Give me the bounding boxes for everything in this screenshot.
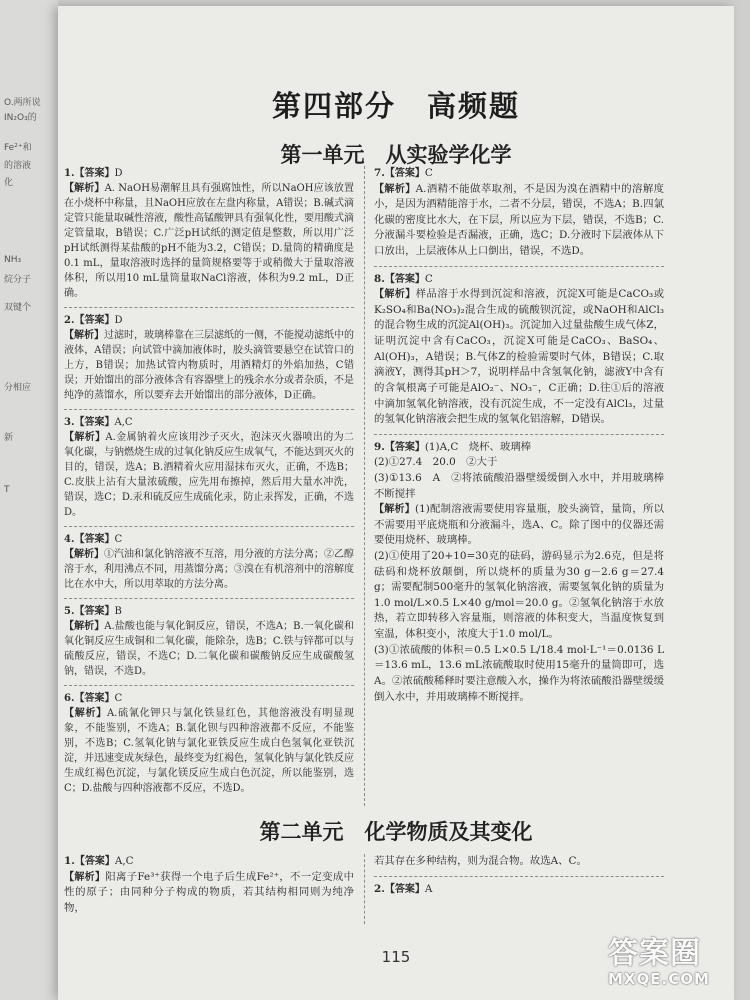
unit1-right-column — [374, 166, 664, 708]
analysis-label: 【解析】 — [64, 708, 108, 719]
question-number: 1. — [64, 855, 75, 867]
answer-text: (1)A,C 烧杯、玻璃棒 (2)①27.4 20.0 ②大于 (3)①13.6 A ②将浓硫酸沿器壁缓缓倒入水中，并用玻璃棒不断搅拌 — [374, 440, 664, 500]
edge-fragment: IN₂O₃的 — [4, 113, 37, 123]
answer-text: C — [114, 693, 123, 704]
answer-label: 【答案】 — [74, 856, 115, 867]
edge-fragment: 的溶液 — [4, 161, 32, 171]
answer-label: 【答案】 — [74, 417, 115, 428]
unit2-right-column — [374, 854, 664, 900]
analysis-text: A.金属钠着火应该用沙子灭火，泡沫灭火器喷出的为二氧化碳，与钠燃烧生成的过氧化钠反应生成氧气，不能达到灭火的目的，错误，选A；B.酒精着火应用湿抹布灭火，正确，不选B；C.皮肤上沾有大量浓硫酸，应先用布擦掉，然后用大量水冲洗，错误，选C；D.汞和硫反应生成硫化汞，防止汞挥发，正确，不选D。 — [64, 432, 354, 518]
answer-item — [374, 272, 664, 435]
answer-item — [64, 532, 354, 599]
answer-text: C — [424, 272, 433, 285]
analysis-text: A.硫氰化钾只与氯化铁显红色，其他溶液没有明显现象，不能鉴别，不选A；B.氯化钡与四种溶液都不反应，不能鉴别，不选B；C.氢氧化钠与氯化亚铁反应生成白色氢氧化亚铁沉淀，并迅速变成灰绿色，最终变为红褐色，氢氧化钠与氯化铁反应生成红褐色沉淀，与氯化镁反应生成白色沉淀，所以能鉴别，选C；D.盐酸与四种溶液都不反应，不选D。 — [64, 708, 354, 794]
answer-item — [64, 604, 354, 686]
answer-label: 【答案】 — [74, 168, 115, 179]
previous-page-edge — [0, 0, 58, 1000]
answer-item — [64, 854, 354, 916]
answer-label: 【答案】 — [74, 315, 115, 326]
answer-text: A,C — [114, 855, 134, 867]
unit-title-1: 第一单元 从实验学化学 — [280, 143, 512, 167]
answer-label: 【答案】 — [384, 273, 425, 285]
answer-label: 【答案】 — [384, 883, 425, 895]
unit-title-2: 第二单元 化学物质及其变化 — [259, 820, 533, 844]
question-number: 8. — [374, 272, 385, 285]
analysis-text: ①汽油和氯化钠溶液不互溶，用分液的方法分离；②乙醇溶于水，利用沸点不同，用蒸馏分离；③溴在有机溶剂中的溶解度比在水中大，所以用萃取的方法分离。 — [64, 549, 354, 590]
answer-text: D — [114, 315, 123, 326]
answer-item — [374, 166, 664, 267]
book-page — [58, 6, 734, 1000]
answer-label: 【答案】 — [384, 168, 425, 179]
analysis-label: 【解析】 — [64, 871, 106, 883]
edge-fragment: 化 — [4, 178, 14, 188]
question-number: 6. — [64, 693, 75, 704]
analysis-label: 【解析】 — [374, 504, 416, 516]
answer-item — [64, 313, 354, 410]
question-number: 4. — [64, 534, 75, 545]
answer-text: C — [424, 167, 433, 179]
analysis-text: 阳离子Fe³⁺获得一个电子后生成Fe²⁺，不一定变成中性的原子；由同种分子构成的物质，若其结构相同则为纯净物， — [64, 870, 354, 914]
analysis-label: 【解析】 — [64, 330, 104, 341]
question-number: 1. — [64, 168, 75, 179]
answer-text: A — [424, 882, 433, 895]
analysis-label: 【解析】 — [64, 621, 105, 632]
analysis-text: 过滤时，玻璃棒靠在三层滤纸的一侧，不能搅动滤纸中的液体，A错误；向试管中滴加液体时，胶头滴管要悬空在试管口的上方，B错误；加热试管内物质时，用酒精灯的外焰加热，C错误；开始馏出的部分液体含有容器壁上的残余水分或者杂质，不是纯净的蒸馏水，所以要弃去开始馏出的部分液体，D正确。 — [64, 330, 354, 401]
edge-fragment: O.两所说 — [4, 98, 41, 108]
unit2-left-column — [64, 854, 354, 919]
question-number: 5. — [64, 606, 75, 617]
watermark-logo — [608, 928, 738, 994]
answer-label: 【答案】 — [74, 534, 115, 545]
question-number: 2. — [64, 315, 75, 326]
analysis-text: A.酒精不能做萃取剂，不是因为溴在酒精中的溶解度小，是因为酒精能溶于水，二者不分层，错误，不选A；B.四氯化碳的密度比水大，在下层，所以应为下层，错误，不选B；C.分液漏斗要检验是否漏液，正确，选C；D.分液时下层液体从下口放出，上层液体从上口倒出，错误，不选D。 — [374, 182, 665, 258]
analysis-text: A.盐酸也能与氧化铜反应，错误，不选A；B.一氧化碳和氧化铜反应生成铜和二氧化碳，能除杂，选B；C.铁与锌都可以与硫酸反应，错误，不选C；D.二氧化碳和碳酸钠反应生成碳酸氢钠，错误，不选D。 — [64, 621, 355, 677]
watermark-cn: 答案圈 — [608, 936, 701, 971]
answer-item — [374, 440, 664, 705]
analysis-label: 【解析】 — [64, 183, 105, 194]
answer-item — [64, 415, 354, 527]
question-number: 3. — [64, 417, 75, 428]
answer-item — [374, 882, 664, 898]
edge-fragment: 烷分子 — [4, 275, 32, 285]
answer-text: A,C — [114, 417, 133, 428]
answer-text: C — [114, 534, 123, 545]
analysis-label: 【解析】 — [374, 183, 416, 195]
edge-fragment: T — [4, 485, 10, 495]
part-title: 第四部分 高频题 — [271, 89, 520, 123]
watermark-en: MXQE.COM — [608, 970, 710, 988]
analysis-text: 若其存在多种结构，则为混合物。故选A、C。 — [374, 855, 587, 867]
edge-fragment: NH₃ — [4, 255, 22, 265]
page-number: 115 — [381, 948, 411, 966]
analysis-text: (1)配制溶液需要使用容量瓶，胶头滴管，量筒，所以不需要用平底烧瓶和分液漏斗，选A、C。除了图中的仪器还需要使用烧杯、玻璃棒。 (2)①使用了20+10=30克的砝码，游码显示为2.6克，但是将砝码和烧杯放颠倒，所以烧杯的质量为30 g－2.6 g＝27.4 g；需要配制500毫升的氢氧化钠溶液，需要氢氧化钠的质量为1.0 mol/L×0.5 L×40 g/mol＝20.0 g。②氢氧化钠溶于水放热，若立即转移入容量瓶，则溶液的体积变大，当温度恢复到室温，体积变小，浓度大于1.0 mol/L。 (3)①浓硫酸的体积＝0.5 L×0.5 L/18.4 mol·L⁻¹＝0.0136 L＝13.6 mL，13.6 mL浓硫酸取时使用15毫升的量筒即可，选A。②浓硫酸稀释时要注意酸入水，操作为将浓硫酸沿器壁缓缓倒入水中，并用玻璃棒不断搅拌。 — [374, 503, 664, 703]
edge-fragment: 分相应 — [4, 383, 32, 393]
analysis-label: 【解析】 — [374, 289, 416, 301]
question-number: 7. — [374, 167, 385, 179]
question-number: 2. — [374, 882, 385, 895]
answer-text: B — [114, 606, 122, 617]
analysis-label: 【解析】 — [64, 432, 106, 443]
unit1-left-column — [64, 166, 354, 799]
answer-label: 【答案】 — [74, 606, 115, 617]
answer-item — [64, 166, 354, 308]
answer-label: 【答案】 — [384, 441, 425, 453]
question-number: 9. — [374, 440, 385, 453]
analysis-text: A. NaOH易潮解且具有强腐蚀性，所以NaOH应该放置在小烧杯中称量，且NaOH应放在左盘内称量，A错误；B.碱式滴定管只能量取碱性溶液，酸性高锰酸钾具有强氧化性，要用酸式滴定管量取，B错误；C.广泛pH试纸的测定值是整数，所以用广泛pH试纸测得某盐酸的pH不能为3.2，C错误；D.量筒的精确度是0.1 mL，量取溶液时选择的量筒规格要等于或稍微大于量取溶液体积，所以用10 mL量筒量取NaCl溶液，体积为9.2 mL，D正确。 — [64, 183, 355, 299]
answer-text: D — [114, 168, 123, 179]
answer-item — [374, 854, 664, 877]
column-divider-2 — [364, 854, 365, 924]
edge-fragment: 新 — [4, 433, 14, 443]
analysis-label: 【解析】 — [64, 549, 104, 560]
edge-fragment: 双键个 — [4, 303, 32, 313]
answer-label: 【答案】 — [74, 693, 115, 704]
edge-fragment: Fe²⁺和 — [4, 143, 32, 153]
answer-item — [64, 691, 354, 796]
analysis-text: 样品溶于水得到沉淀和溶液，沉淀X可能是CaCO₃或K₂SO₄和Ba(NO₃)₂混合生成的硫酸钡沉淀，或NaOH和AlCl₃的混合物生成的沉淀Al(OH)₃。沉淀加入过量盐酸生成气体Z，证明沉淀中含有CaCO₃，沉淀X可能是CaCO₃、BaSO₄、Al(OH)₃，A错误；B.气体Z的检验需要时气体，B错误；C.取滴液Y，测得其pH＞7，说明样品中含氢氧化钠，滤液Y中含有的含氧根离子可能是AlO₂⁻、NO₃⁻，C正确；D.往①后的溶液中滴加氢氧化钠溶液，没有沉淀生成，不一定没有AlCl₃，过量的氢氧化钠溶液会把生成的氢氧化铝溶解，D错误。 — [374, 288, 664, 426]
column-divider — [364, 166, 365, 806]
